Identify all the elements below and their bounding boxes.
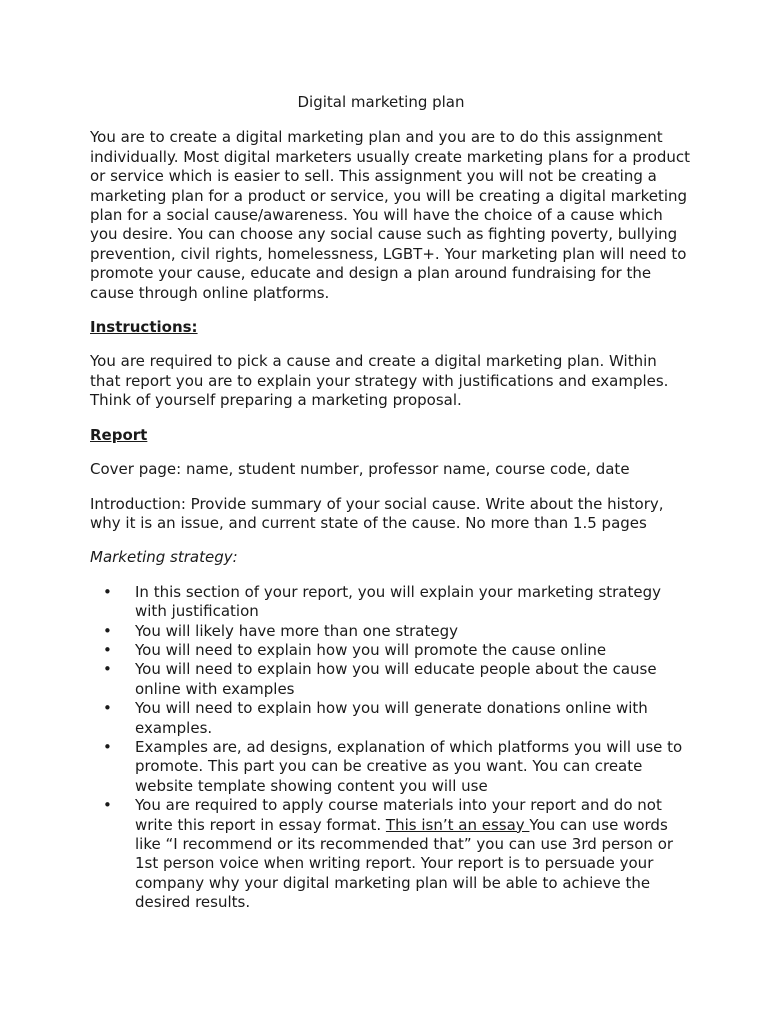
essay-note-underlined: This isn’t an essay xyxy=(385,815,530,834)
document-title: Digital marketing plan xyxy=(297,93,465,111)
list-item xyxy=(90,641,690,660)
list-item xyxy=(90,699,690,738)
list-item-text-before: You are required to apply course materials into your report and do not write this report in essay format. xyxy=(135,796,662,834)
bullet-icon: • xyxy=(103,660,112,679)
cover-page-line: Cover page: name, student number, professor name, course code, date xyxy=(90,460,630,479)
list-item-text: You will need to explain how you will educate people about the cause online with examples xyxy=(135,660,657,698)
bullet-icon: • xyxy=(103,699,112,718)
instructions-paragraph: You are required to pick a cause and create a digital marketing plan. Within that report you are to explain your strategy with justifications and examples. Think of yourself preparing a marketing proposal. xyxy=(90,352,669,410)
marketing-strategy-heading: Marketing strategy: xyxy=(90,548,238,567)
list-item xyxy=(90,622,690,641)
bullet-icon: • xyxy=(103,737,112,756)
report-heading: Report xyxy=(90,425,148,444)
list-item-text: You will need to explain how you will promote the cause online xyxy=(135,640,607,659)
bullet-icon: • xyxy=(103,582,112,601)
list-item xyxy=(90,796,690,912)
list-item-text: You will need to explain how you will generate donations online with examples. xyxy=(135,699,648,737)
introduction-line: Introduction: Provide summary of your social cause. Write about the history, why it is an issue, and current state of the cause. No more than 1.5 pages xyxy=(90,494,664,532)
instructions-heading: Instructions: xyxy=(90,318,198,337)
strategy-bullet-list xyxy=(90,583,690,913)
list-item xyxy=(90,660,690,699)
intro-paragraph: You are to create a digital marketing plan and you are to do this assignment individually. Most digital marketers usually create marketing plans for a product or service which is easier to sell. This assignment you will not be creating a marketing plan for a product or service, you will be creating a digital marketing plan for a social cause/awareness. You will have the choice of a cause which you desire. You can choose any social cause such as fighting poverty, bullying prevention, civil rights, homelessness, LGBT+. Your marketing plan will need to promote your cause, educate and design a plan around fundraising for the cause through online platforms. xyxy=(90,128,691,302)
bullet-icon: • xyxy=(103,796,112,815)
list-item-text-after: You can use words like “I recommend or its recommended that” you can use 3rd person or 1st person voice when writing report. Your report is to persuade your company why your digital marketing plan will be able to achieve the desired results. xyxy=(135,815,674,912)
list-item-text: Examples are, ad designs, explanation of which platforms you will use to promote. This part you can be creative as you want. You can create website template showing content you will use xyxy=(135,737,683,795)
list-item xyxy=(90,738,690,796)
bullet-icon: • xyxy=(103,640,112,659)
bullet-icon: • xyxy=(103,621,112,640)
list-item-text: In this section of your report, you will explain your marketing strategy with justification xyxy=(135,582,661,621)
list-item-text: You will likely have more than one strategy xyxy=(135,621,458,640)
document-body xyxy=(90,93,690,913)
list-item xyxy=(90,583,690,622)
